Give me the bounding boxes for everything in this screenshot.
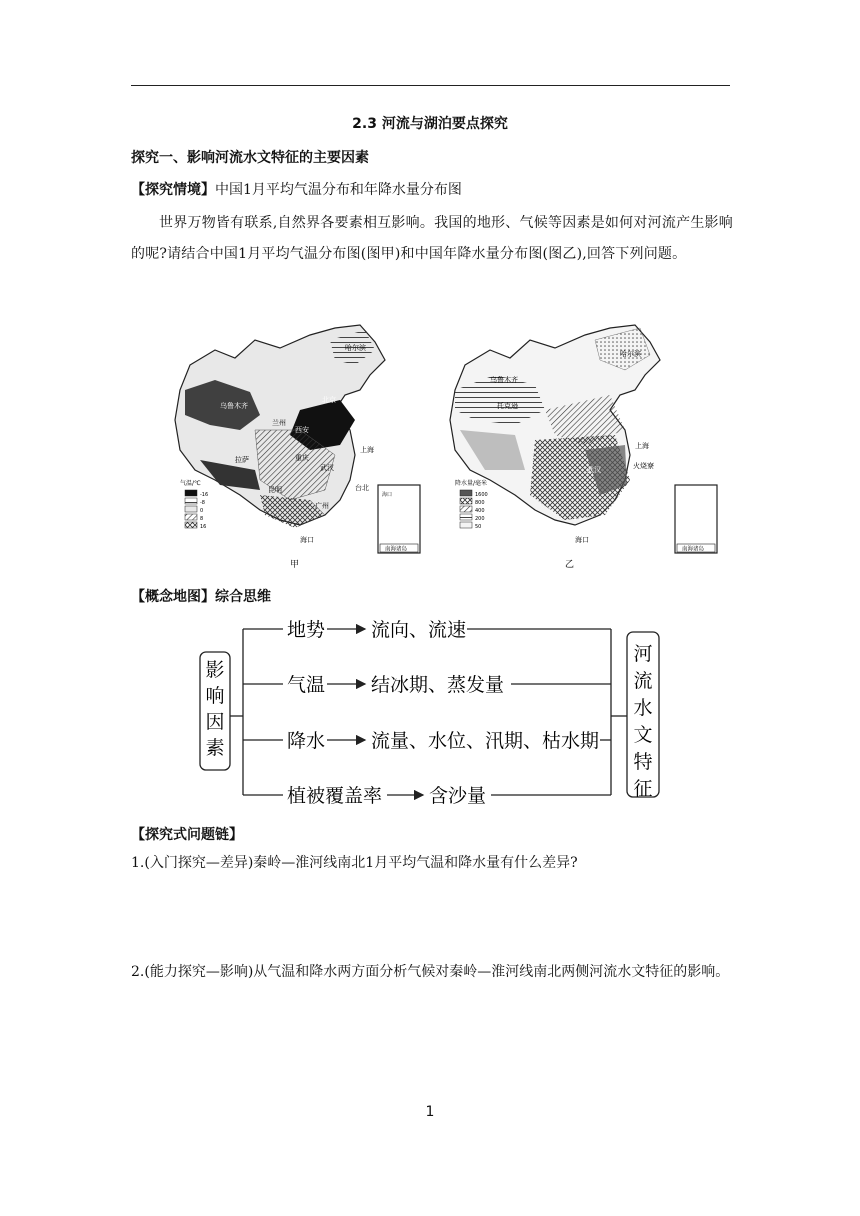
legend-value: 800: [475, 500, 485, 506]
header-rule: [131, 85, 730, 86]
effect-label: 流量、水位、汛期、枯水期: [371, 730, 600, 752]
city-label: 兰州: [272, 419, 286, 427]
city-label: 托克逊: [497, 402, 518, 410]
city-label: 武汉: [320, 464, 334, 472]
left-box-char: 素: [205, 737, 225, 759]
situation-label: 【探究情境】: [131, 182, 215, 198]
right-box-char: 征: [633, 778, 653, 800]
city-label: 哈尔滨: [620, 350, 641, 358]
left-box-char: 影: [205, 659, 225, 681]
right-box-char: 特: [633, 751, 653, 773]
map-caption: 乙: [565, 560, 575, 570]
city-label: 北京: [322, 396, 336, 404]
question-1: 1.(入门探究—差异)秦岭—淮河线南北1月平均气温和降水量有什么差异?: [131, 855, 578, 871]
city-label: 台北: [355, 484, 369, 492]
legend-value: 0: [200, 508, 204, 514]
effect-label: 结冰期、蒸发量: [371, 674, 505, 696]
section-heading: 探究一、影响河流水文特征的主要因素: [131, 150, 369, 166]
right-box-char: 流: [633, 670, 653, 692]
china-maps-figure: [160, 320, 730, 575]
inset-label: 海口: [382, 492, 393, 498]
concept-heading: 【概念地图】综合思维: [131, 589, 271, 605]
factor-label: 降水: [287, 730, 326, 752]
city-label: 海口: [575, 536, 589, 544]
city-label: 哈尔滨: [345, 344, 366, 352]
legend-value: 16: [200, 524, 207, 530]
legend-value: -8: [200, 500, 205, 506]
precipitation-map: [450, 325, 717, 570]
legend-value: 1600: [475, 492, 488, 498]
legend-value: -16: [200, 492, 209, 498]
right-box-char: 水: [633, 697, 653, 719]
inset-caption: 南海诸岛: [385, 546, 408, 553]
factor-label: 气温: [287, 674, 326, 696]
concept-map: [195, 612, 665, 812]
factor-label: 地势: [287, 619, 326, 641]
inset-caption: 南海诸岛: [682, 546, 705, 553]
question-heading: 【探究式问题链】: [131, 827, 243, 843]
legend-value: 50: [475, 524, 482, 530]
right-box-char: 河: [633, 643, 653, 665]
effect-label: 含沙量: [429, 785, 487, 807]
city-label: 上海: [360, 446, 374, 454]
right-box-char: 文: [633, 724, 653, 746]
intro-paragraph: 世界万物皆有联系,自然界各要素相互影响。我国的地形、气候等因素是如何对河流产生影响的呢?请结合中国1月平均气温分布图(图甲)和中国年降水量分布图(图乙),回答下列问题。: [131, 215, 733, 262]
map-caption: 甲: [290, 560, 300, 570]
city-label: 拉萨: [235, 456, 249, 464]
page-number: 1: [425, 1104, 435, 1120]
left-box-char: 响: [205, 685, 225, 707]
legend-title: 降水量/毫米: [455, 480, 488, 487]
legend-title: 气温/℃: [180, 480, 201, 487]
city-label: 火烧寮: [633, 462, 654, 470]
city-label: 乌鲁木齐: [220, 402, 248, 410]
city-label: 海口: [300, 536, 314, 544]
temperature-map: [175, 325, 420, 570]
city-label: 重庆: [295, 454, 309, 462]
legend-value: 8: [200, 516, 204, 522]
question-2: 2.(能力探究—影响)从气温和降水两方面分析气候对秦岭—淮河线南北两侧河流水文特征的影响。: [131, 964, 730, 980]
city-label: 广州: [315, 502, 329, 510]
left-box-char: 因: [205, 711, 225, 733]
legend-value: 400: [475, 508, 485, 514]
city-label: 上海: [635, 442, 649, 450]
document-title: 2.3 河流与湖泊要点探究: [352, 116, 508, 132]
city-label: 昆明: [268, 486, 282, 494]
city-label: 西安: [295, 426, 309, 434]
city-label: 武汉: [587, 466, 601, 474]
factor-label: 植被覆盖率: [287, 785, 383, 807]
effect-label: 流向、流速: [371, 619, 467, 641]
situation-line: [131, 179, 462, 199]
legend-value: 200: [475, 516, 485, 522]
situation-text: 中国1月平均气温分布和年降水量分布图: [215, 182, 462, 198]
city-label: 乌鲁木齐: [490, 376, 518, 384]
